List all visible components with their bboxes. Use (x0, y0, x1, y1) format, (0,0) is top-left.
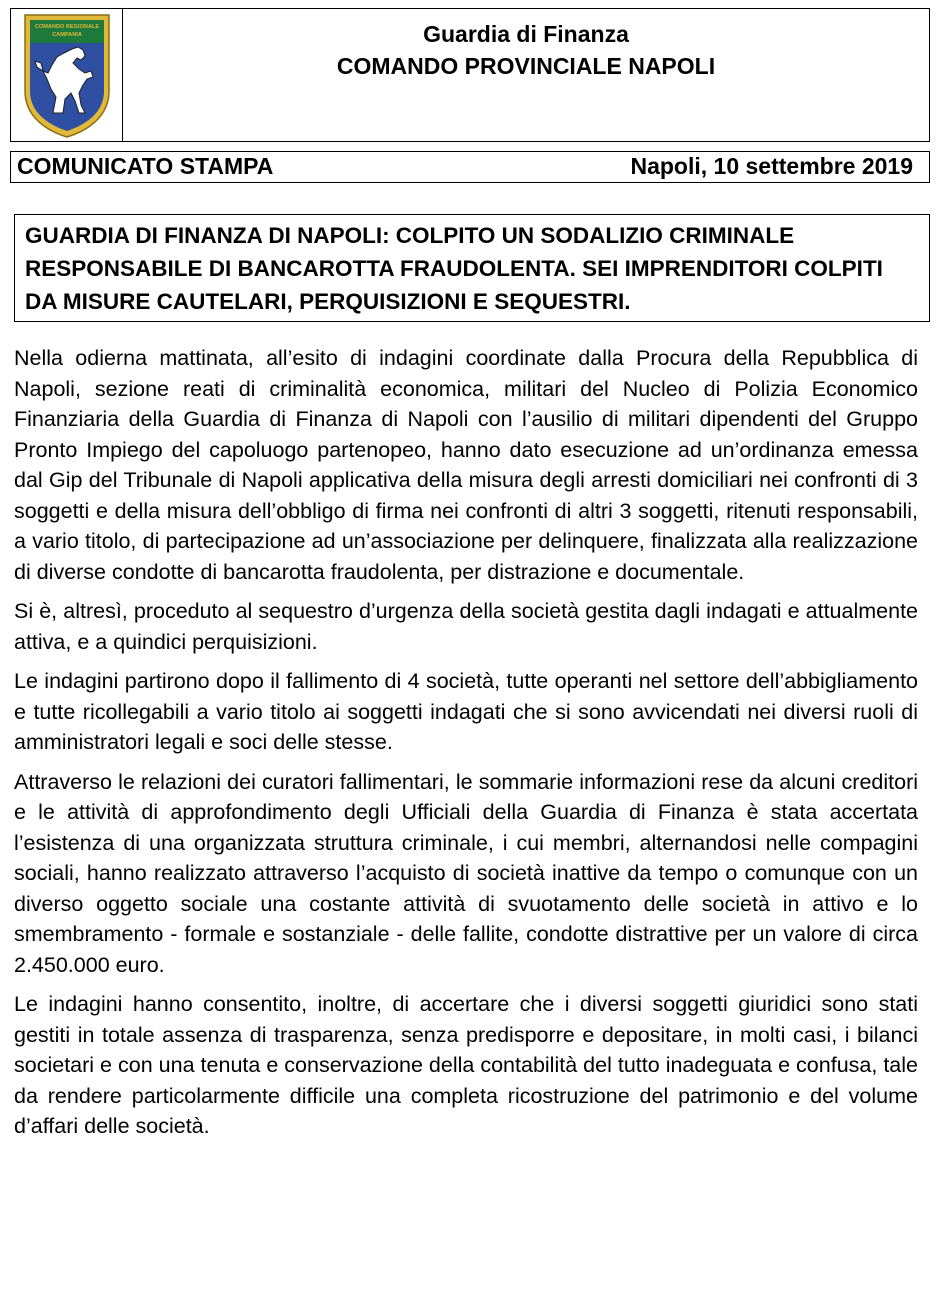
crest-caption-line2: CAMPANIA (52, 32, 82, 38)
press-release-label: COMUNICATO STAMPA (17, 153, 274, 179)
command-name: COMANDO PROVINCIALE NAPOLI (336, 53, 716, 79)
press-release-bar (10, 151, 930, 183)
logo-cell (11, 9, 123, 141)
paragraph: Si è, altresì, proceduto al sequestro d’urgenza della società gestita dagli indagati e attualmente attiva, e a quindici perquisizioni. (14, 599, 918, 654)
paragraph: Nella odierna mattinata, all’esito di indagini coordinate dalla Procura della Repubblica di Napoli, sezione reati di criminalità economica, militari del Nucleo di Polizia Economico Finanziaria della Guardia di Finanza di Napoli con l’ausilio di militari dipendenti del Gruppo Pronto Impiego del capoluogo partenopeo, hanno dato esecuzione ad un’ordinanza emessa dal Gip del Tribunale di Napoli applicativa della misura degli arresti domiciliari nei confronti di 3 soggetti e della misura dell’obbligo di firma nei confronti di altri 3 soggetti, ritenuti responsabili, a vario titolo, di partecipazione ad un’associazione per delinquere, finalizzata alla realizzazione di diverse condotte di bancarotta fraudolenta, per distrazione e documentale. (14, 346, 918, 584)
paragraph: Attraverso le relazioni dei curatori fallimentari, le sommarie informazioni rese da alcuni creditori e le attività di approfondimento degli Ufficiali della Guardia di Finanza è stata accertata l’esistenza di una organizzata struttura criminale, i cui membri, alternandosi nelle compagini sociali, hanno realizzato attraverso l’acquisto di società inattive da tempo o comunque con un diverso oggetto sociale una costante attività di svuotamento delle società in attivo e lo smembramento - formale e sostanziale - delle fallite, condotte distrattive per un valore di circa 2.450.000 euro. (14, 769, 918, 977)
headline: GUARDIA DI FINANZA DI NAPOLI: COLPITO UN SODALIZIO CRIMINALE RESPONSABILE DI BANCAROTTA FRAUDOLENTA. SEI IMPRENDITORI COLPITI DA MISURE CAUTELARI, PERQUISIZIONI E SEQUESTRI. (14, 214, 930, 322)
rearing-horse-crest-icon (23, 13, 111, 139)
letterhead-titles (123, 19, 929, 83)
letterhead (10, 8, 930, 142)
article-body (14, 343, 918, 1151)
paragraph: Le indagini partirono dopo il fallimento di 4 società, tutte operanti nel settore dell’abbigliamento e tutte ricollegabili a vario titolo ai soggetti indagati che si sono avvicendati nei diversi ruoli di amministratori legali e soci delle stesse. (14, 669, 918, 754)
press-release-date: Napoli, 10 settembre 2019 (630, 153, 913, 179)
crest-caption-line1: COMANDO REGIONALE (34, 24, 100, 30)
org-name: Guardia di Finanza (423, 21, 629, 47)
paragraph: Le indagini hanno consentito, inoltre, di accertare che i diversi soggetti giuridici sono stati gestiti in totale assenza di trasparenza, senza predisporre e depositare, in molti casi, i bilanci societari e con una tenuta e conservazione della contabilità del tutto inadeguata e confusa, tale da rendere particolarmente difficile una completa ricostruzione del patrimonio e del volume d’affari delle società. (14, 992, 918, 1138)
